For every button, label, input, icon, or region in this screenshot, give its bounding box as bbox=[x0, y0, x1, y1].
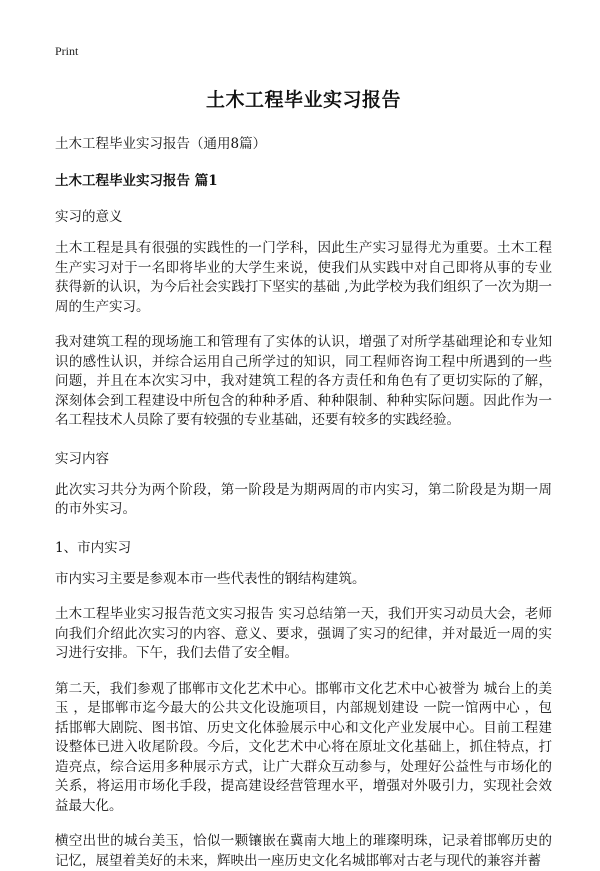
paragraph: 横空出世的城台美玉，恰似一颗镶嵌在冀南大地上的璀璨明珠，记录着邯郸历史的记忆，展望着美好的未来，辉映出一座历史文化名城邯郸对古老与现代的兼容并蓄 bbox=[55, 833, 552, 869]
print-link[interactable]: Print bbox=[55, 44, 79, 58]
section-label: 实习的意义 bbox=[55, 209, 123, 225]
paragraph: 土木工程毕业实习报告范文实习报告 实习总结第一天，我们开实习动员大会，老师向我们介绍此次实习的内容、意义、要求，强调了实习的纪律，并对最近一周的实习进行安排。下午，我们去借了安全帽。 bbox=[55, 606, 552, 661]
document-body bbox=[55, 205, 552, 871]
document-title: 土木工程毕业实习报告 bbox=[205, 89, 401, 111]
paragraph: 土木工程是具有很强的实践性的一门学科，因此生产实习显得尤为重要。土木工程生产实习对于一名即将毕业的大学生来说，使我们从实践中对自己即将从事的专业获得新的认识，为今后社会实践打下坚实的基础 ,为此学校为我们组织了一次为期一周的生产实习。 bbox=[55, 240, 552, 315]
paragraph: 此次实习共分为两个阶段，第一阶段是为期两周的市内实习，第二阶段是为期一周的市外实习。 bbox=[55, 481, 552, 517]
paragraph: 我对建筑工程的现场施工和管理有了实体的认识，增强了对所学基础理论和专业知识的感性认识，并综合运用自己所学过的知识，同工程师咨询工程中所遇到的一些问题，并且在本次实习中，我对建筑工程的各方责任和角色有了更切实际的了解，深刻体会到工程建设中所包含的种种矛盾、种种限制、种种实际问题。因此作为一名工程技术人员除了要有较强的专业基础，还要有较多的实践经验。 bbox=[55, 334, 552, 428]
paragraph: 市内实习主要是参观本市一些代表性的钢结构建筑。 bbox=[55, 570, 366, 587]
section-label: 1、市内实习 bbox=[55, 539, 132, 556]
document-subtitle: 土木工程毕业实习报告（通用8篇） bbox=[55, 136, 267, 152]
paragraph: 第二天，我们参观了邯郸市文化艺术中心。邯郸市文化艺术中心被誉为 城台上的美玉 ，是邯郸市迄今最大的公共文化设施项目，内部规划建设 一院一馆两中心 ，包括邯郸大剧院、图书馆、历史文化体验展示中心和文化产业发展中心。目前工程建设整体已进入收尾阶段。今后，文化艺术中心将在原址文化基础上，抓住特点，打造亮点，综合运用多种展示方式，让广大群众互动参与，处理好公益性与市场化的关系，将运用市场化手段，提高建设经营管理水平，增强对外吸引力，实现社会效益最大化。 bbox=[55, 680, 552, 814]
section-heading: 土木工程毕业实习报告 篇1 bbox=[55, 173, 218, 189]
section-label: 实习内容 bbox=[55, 450, 109, 467]
